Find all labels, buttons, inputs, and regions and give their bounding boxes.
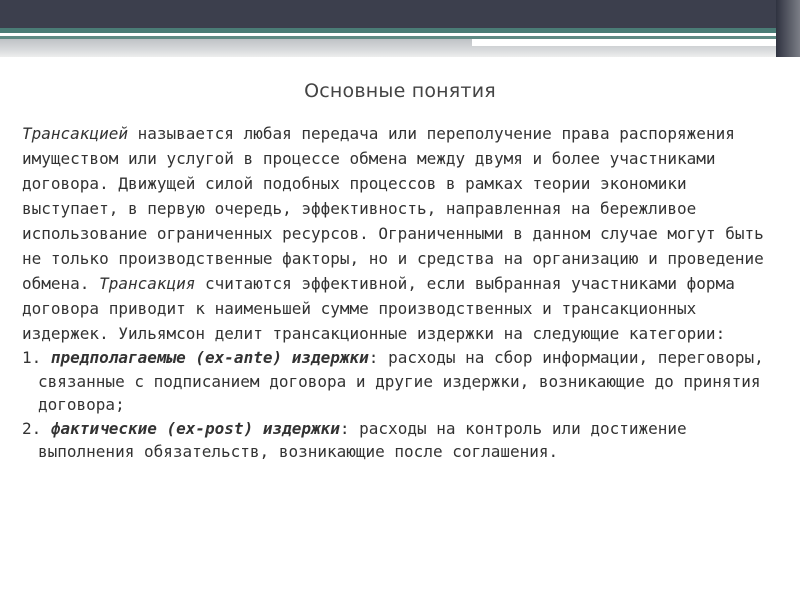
intro-paragraph: [22, 121, 782, 346]
header-teal-line: [0, 28, 800, 33]
list-item-description: : расходы на контроль или достижение выполнения обязательств, возникающие после соглашения.: [38, 418, 687, 461]
slide-title: Основные понятия: [304, 80, 496, 102]
list-item: [22, 346, 782, 417]
list-item: [22, 417, 782, 464]
header-dark-band: [0, 0, 800, 28]
list-item-term: фактические (ex-post) издержки: [50, 418, 340, 438]
intro-text-1: называется любая передача или переполучение права распоряжения имуществом или услугой в процессе обмена между двумя и более участниками договора. Движущей силой подобных процессов в рамках теории экономики выступает, в первую очередь, эффективность, направленная на бережливое использование ограниченных ресурсов. Ограниченными в данном случае могут быть не только производственные факторы, но и средства на организацию и проведение обмена.: [22, 124, 764, 293]
list-item-term: предполагаемые (ex-ante) издержки: [50, 348, 369, 367]
list-item-number: 1.: [22, 348, 42, 367]
header-white-cut: [472, 39, 800, 46]
header-right-shade: [776, 0, 800, 57]
list-item-description: : расходы на сбор информации, переговоры, связанные с подписанием договора и другие издержки, возникающие до принятия договора;: [38, 348, 764, 414]
list-item-number: 2.: [22, 418, 42, 438]
term-transaction-2: Трансакция: [99, 274, 196, 293]
term-transaction: Трансакцией: [22, 124, 128, 143]
intro-text-2: считаются эффективной, если выбранная участниками форма договора приводит к наименьшей сумме производственных и трансакционных издержек. Уильямсон делит трансакционные издержки на следующие категории:: [22, 274, 735, 343]
slide-body: [22, 121, 782, 464]
